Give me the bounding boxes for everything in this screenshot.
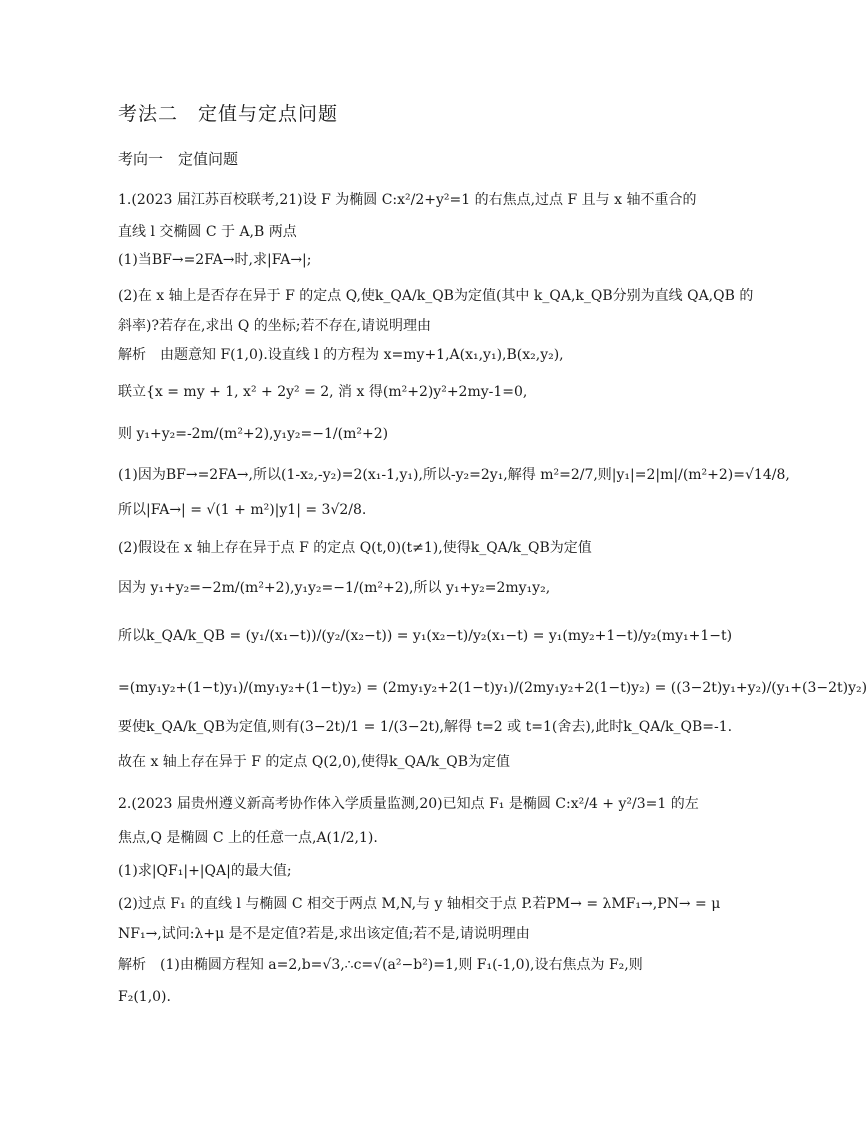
solution-2-part-1-cont: F₂(1,0). <box>118 989 171 1005</box>
problem-1-statement-cont: 直线 l 交椭圆 C 于 A,B 两点 <box>118 224 297 240</box>
problem-2-statement: 2.(2023 届贵州遵义新高考协作体入学质量监测,20)已知点 F₁ 是椭圆 C:x²/4 + y²/3=1 的左 <box>118 796 699 812</box>
problem-1-statement: 1.(2023 届江苏百校联考,21)设 F 为椭圆 C:x²/2+y²=1 的右焦点,过点 F 且与 x 轴不重合的 <box>118 192 697 208</box>
solution-1-part-1-result: 所以|FA→| = √(1 + m²)|y1| = 3√2/8. <box>118 502 367 518</box>
solution-1-vieta: 则 y₁+y₂=-2m/(m²+2),y₁y₂=−1/(m²+2) <box>118 426 389 442</box>
problem-2-part-2: (2)过点 F₁ 的直线 l 与椭圆 C 相交于两点 M,N,与 y 轴相交于点 P.若PM→ = λMF₁→,PN→ = μ <box>118 896 721 912</box>
solution-1-part-2-relation: 因为 y₁+y₂=−2m/(m²+2),y₁y₂=−1/(m²+2),所以 y₁+y₂=2my₁y₂, <box>118 580 551 596</box>
solution-1-conclusion: 故在 x 轴上存在异于 F 的定点 Q(2,0),使得k_QA/k_QB为定值 <box>118 754 511 770</box>
solution-1-system: 联立{x = my + 1, x² + 2y² = 2, 消 x 得(m²+2)y²+2my-1=0, <box>118 384 528 400</box>
problem-2-statement-cont: 焦点,Q 是椭圆 C 上的任意一点,A(1/2,1). <box>118 830 378 846</box>
problem-1-part-2-cont: 斜率)?若存在,求出 Q 的坐标;若不存在,请说明理由 <box>118 318 431 334</box>
subsection-title: 考向一 定值问题 <box>118 150 239 168</box>
solution-1-intro: 解析 由题意知 F(1,0).设直线 l 的方程为 x=my+1,A(x₁,y₁),B(x₂,y₂), <box>118 347 564 363</box>
problem-1-part-2: (2)在 x 轴上是否存在异于 F 的定点 Q,使k_QA/k_QB为定值(其中 k_QA,k_QB分别为直线 QA,QB 的 <box>118 288 754 304</box>
solution-1-condition: 要使k_QA/k_QB为定值,则有(3−2t)/1 = 1/(3−2t),解得 t=2 或 t=1(舍去),此时k_QA/k_QB=-1. <box>118 719 733 735</box>
problem-2-part-2-cont: NF₁→,试问:λ+μ 是不是定值?若是,求出该定值;若不是,请说明理由 <box>118 926 530 942</box>
problem-1-part-1: (1)当BF→=2FA→时,求|FA→|; <box>118 252 312 268</box>
solution-1-ratio-simplify: =(my₁y₂+(1−t)y₁)/(my₁y₂+(1−t)y₂) = (2my₁y₂+2(1−t)y₁)/(2my₁y₂+2(1−t)y₂) = ((3−2t)y₁+y₂)/(y₁+(3−2t)y₂) <box>118 680 867 696</box>
solution-1-ratio: 所以k_QA/k_QB = (y₁/(x₁−t))/(y₂/(x₂−t)) = y₁(x₂−t)/y₂(x₁−t) = y₁(my₂+1−t)/y₂(my₁+1−t) <box>118 628 733 644</box>
solution-1-part-2: (2)假设在 x 轴上存在异于点 F 的定点 Q(t,0)(t≠1),使得k_QA/k_QB为定值 <box>118 540 592 556</box>
problem-2-part-1: (1)求|QF₁|+|QA|的最大值; <box>118 863 292 879</box>
solution-1-part-1: (1)因为BF→=2FA→,所以(1-x₂,-y₂)=2(x₁-1,y₁),所以-y₂=2y₁,解得 m²=2/7,则|y₁|=2|m|/(m²+2)=√14/8, <box>118 467 790 483</box>
section-title: 考法二 定值与定点问题 <box>118 103 339 125</box>
solution-2-part-1: 解析 (1)由椭圆方程知 a=2,b=√3,∴c=√(a²−b²)=1,则 F₁(-1,0),设右焦点为 F₂,则 <box>118 957 643 973</box>
